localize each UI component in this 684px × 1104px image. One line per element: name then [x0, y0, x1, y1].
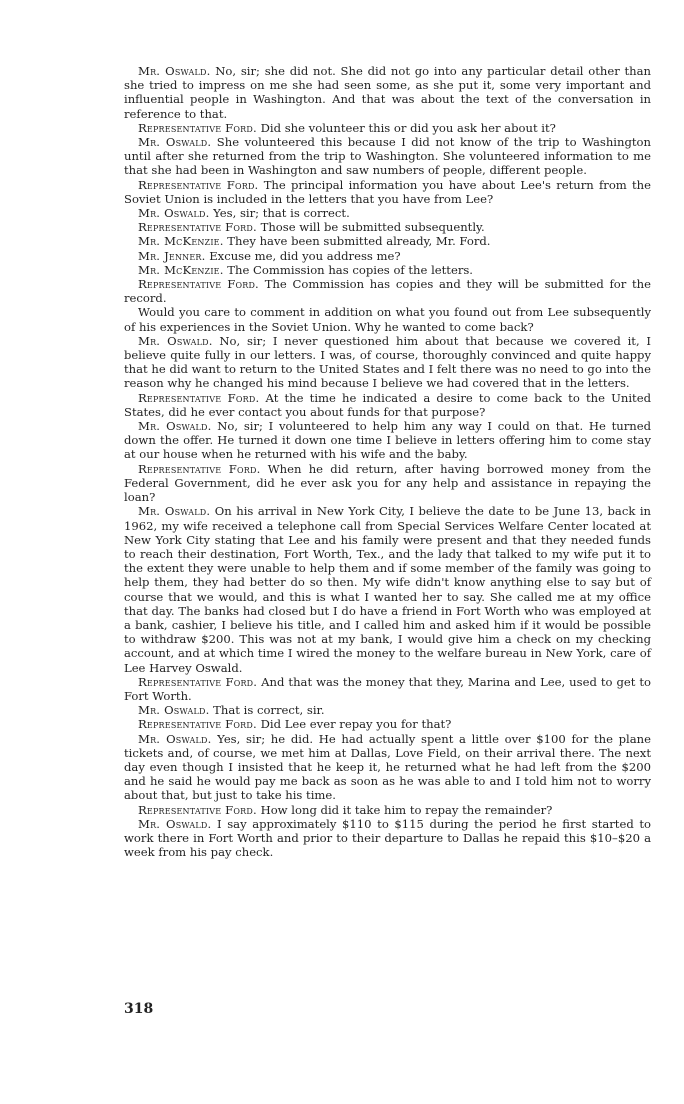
speaker-name: Representative Ford.	[138, 674, 258, 689]
speaker-name: Representative Ford.	[138, 120, 257, 135]
speaker-name: Representative Ford.	[138, 802, 257, 817]
transcript-paragraph	[124, 675, 651, 703]
speech-text: That is correct, sir.	[213, 703, 325, 718]
transcript-paragraph	[124, 121, 651, 135]
speaker-name: Representative Ford.	[138, 277, 259, 292]
transcript-paragraph	[124, 817, 651, 860]
speech-text: The Commission has copies of the letters.	[227, 262, 473, 277]
speech-text: No, sir; I volunteered to help him any way I could on that. He turned down the offer. He turned it down one time I believe in letters offering him to come stay at our house when he returned with his wife and the baby.	[124, 419, 652, 462]
transcript-paragraph	[124, 234, 651, 248]
speech-text: No, sir; I never questioned him about that because we covered it, I believe quite fully in our letters. I was, of course, thoroughly convinced and quite happy that he did want to return to the United States and I felt there was no need to go into the reason why he changed his mind because I believe we had covered that in the letters.	[124, 333, 652, 391]
transcript-page	[124, 64, 651, 859]
speech-text: She volunteered this because I did not know of the trip to Washington until after she returned from the trip to Washington. She volunteered information to me that she had been in Washington and saw numbers of people, different people.	[124, 135, 652, 178]
speaker-name: Mr. Oswald.	[138, 333, 213, 348]
transcript-paragraph	[124, 135, 651, 178]
speech-text: And that was the money that they, Marina and Lee, used to get to Fort Worth.	[124, 674, 652, 703]
transcript-paragraph	[124, 419, 651, 462]
transcript-paragraph	[124, 64, 651, 121]
speech-text: Yes, sir; he did. He had actually spent a little over $100 for the plane tickets and, of course, we met him at Dallas, Love Field, on their arrival there. The next day even though I insisted that he keep it, he returned what he had left from the $200 and he said he would pay me back as soon as he was able to and I told him not to worry about that, but just to take his time.	[124, 731, 651, 803]
speech-text: They have been submitted already, Mr. Ford.	[227, 234, 491, 249]
speaker-name: Representative Ford.	[138, 390, 260, 405]
speaker-name: Mr. Jenner.	[138, 248, 206, 263]
speech-text: Excuse me, did you address me?	[209, 248, 401, 263]
page-number: 318	[124, 1001, 154, 1017]
speaker-name: Mr. McKenzie.	[138, 234, 224, 249]
speaker-name: Mr. Oswald.	[138, 703, 210, 718]
transcript-paragraph	[124, 220, 651, 234]
transcript-paragraph	[124, 249, 651, 263]
transcript-paragraph	[124, 717, 651, 731]
speech-text: I say approximately $110 to $115 during the period he first started to work there in Fort Worth and prior to their departure to Dallas he repaid this $10–$20 a week from his pay check.	[124, 816, 651, 860]
speaker-name: Representative Ford.	[138, 177, 259, 192]
transcript-paragraph	[124, 206, 651, 220]
transcript-paragraph	[124, 504, 651, 674]
speech-text: The Commission has copies and they will be submitted for the record.	[124, 277, 651, 306]
transcript-paragraph	[124, 334, 651, 391]
speech-text: No, sir; she did not. She did not go into any particular detail other than she tried to impress on me she had seen some, as she put it, some very important and influential people in Washington. And that was about the text of the conversation in reference to that.	[124, 64, 651, 121]
speaker-name: Mr. Oswald.	[138, 816, 212, 831]
speaker-name: Mr. Oswald.	[138, 731, 212, 746]
speaker-name: Representative Ford.	[138, 717, 257, 732]
speech-text: Did she volunteer this or did you ask her about it?	[260, 120, 556, 135]
speaker-name: Representative Ford.	[138, 220, 257, 235]
speaker-name: Mr. McKenzie.	[138, 262, 224, 277]
speaker-name: Mr. Oswald.	[138, 419, 212, 434]
speaker-name: Mr. Oswald.	[138, 64, 211, 78]
speech-text: On his arrival in New York City, I believe the date to be June 13, back in 1962, my wife received a telephone call from Special Services Welfare Center located at New York City stating that Lee and his family were present and that they needed funds to reach their destination, Fort Worth, Tex., and the lady that talked to my wife put it to the extent they were unable to help them and if some member of the family was going to help them, they had better do so then. My wife didn't know anything else to say but of course that we would, and this is what I wanted her to say. She called me at my office that day. The banks had closed but I do have a friend in Fort Worth who was employed at a bank, cashier, I believe his title, and I called him and asked him if it would be possible to withdraw $200. This was not at my bank, I would give him a check on my checking account, and at which time I wired the money to the welfare bureau in New York, care of Lee Harvey Oswald.	[124, 504, 652, 675]
transcript-paragraph	[124, 277, 651, 305]
speech-text: How long did it take him to repay the remainder?	[260, 802, 553, 817]
speech-text: Yes, sir; that is correct.	[213, 206, 350, 221]
speech-text: Did Lee ever repay you for that?	[260, 717, 452, 732]
speech-text: Would you care to comment in addition on what you found out from Lee subsequently of his experiences in the Soviet Union. Why he wanted to come back?	[124, 305, 651, 334]
speech-text: The principal information you have about Lee's return from the Soviet Union is included in the letters that you have from Lee?	[124, 177, 652, 206]
speaker-name: Mr. Oswald.	[138, 206, 210, 221]
speech-text: Those will be submitted subsequently.	[260, 220, 485, 235]
speaker-name: Mr. Oswald.	[138, 504, 211, 519]
speech-text: At the time he indicated a desire to come back to the United States, did he ever contact you about funds for that purpose?	[124, 390, 651, 419]
transcript-paragraph	[124, 732, 651, 803]
transcript-paragraph	[124, 391, 651, 419]
transcript-paragraph	[124, 178, 651, 206]
speaker-name: Representative Ford.	[138, 461, 261, 476]
transcript-paragraph	[124, 263, 651, 277]
speaker-name: Mr. Oswald.	[138, 135, 212, 150]
speech-text: When he did return, after having borrowed money from the Federal Government, did he ever ask you for any help and assistance in repaying the loan?	[124, 461, 652, 505]
transcript-paragraph	[124, 462, 651, 505]
transcript-paragraph	[124, 305, 651, 333]
transcript-paragraph	[124, 803, 651, 817]
transcript-paragraph	[124, 703, 651, 717]
